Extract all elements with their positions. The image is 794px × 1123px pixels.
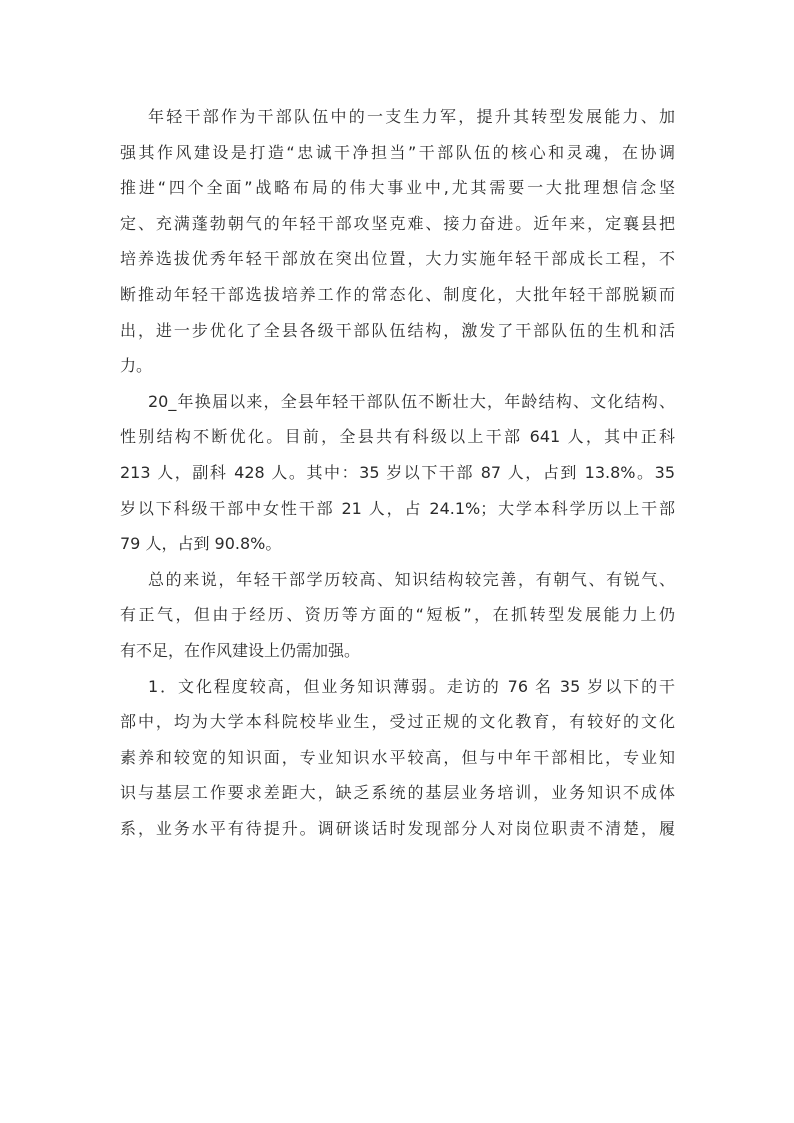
paragraph-point-1 bbox=[120, 669, 675, 847]
paragraph-summary bbox=[120, 562, 675, 669]
text-line: 20_年换届以来，全县年轻干部队伍不断壮大，年龄结构、文化结构、 bbox=[148, 391, 675, 411]
text-line: 岁以下科级干部中女性干部 21 人，占 24.1%；大学本科学历以上干部 bbox=[120, 498, 675, 518]
text-line: 断推动年轻干部选拔培养工作的常态化、制度化，大批年轻干部脱颖而 bbox=[120, 284, 675, 304]
text-line: 推进“四个全面”战略布局的伟大事业中,尤其需要一大批理想信念坚 bbox=[120, 178, 675, 198]
text-line: 识与基层工作要求差距大，缺乏系统的基层业务培训，业务知识不成体 bbox=[120, 783, 675, 803]
text-line: 总的来说，年轻干部学历较高、知识结构较完善，有朝气、有锐气、 bbox=[148, 569, 675, 589]
text-line: 有不足，在作风建设上仍需加强。 bbox=[120, 640, 361, 660]
text-line: 213 人，副科 428 人。其中：35 岁以下干部 87 人，占到 13.8%。35 bbox=[120, 462, 675, 482]
text-line: 系，业务水平有待提升。调研谈话时发现部分人对岗位职责不清楚，履 bbox=[120, 818, 675, 838]
paragraph-statistics bbox=[120, 384, 675, 562]
text-line: 部中，均为大学本科院校毕业生，受过正规的文化教育，有较好的文化 bbox=[120, 712, 675, 732]
text-line: 性别结构不断优化。目前，全县共有科级以上干部 641 人，其中正科 bbox=[120, 427, 675, 447]
document-body bbox=[120, 99, 675, 846]
text-line: 定、充满蓬勃朝气的年轻干部攻坚克难、接力奋进。近年来，定襄县把 bbox=[120, 213, 675, 233]
paragraph-intro bbox=[120, 99, 675, 384]
text-line: 有正气，但由于经历、资历等方面的“短板”，在抓转型发展能力上仍 bbox=[120, 605, 675, 625]
text-line: 1．文化程度较高，但业务知识薄弱。走访的 76 名 35 岁以下的干 bbox=[148, 676, 675, 696]
text-line: 强其作风建设是打造“忠诚干净担当”干部队伍的核心和灵魂，在协调 bbox=[120, 142, 675, 162]
text-line: 出，进一步优化了全县各级干部队伍结构，激发了干部队伍的生机和活 bbox=[120, 320, 675, 340]
text-line: 年轻干部作为干部队伍中的一支生力军，提升其转型发展能力、加 bbox=[148, 107, 675, 126]
text-line: 79 人，占到 90.8%。 bbox=[120, 534, 282, 554]
text-line: 培养选拔优秀年轻干部放在突出位置，大力实施年轻干部成长工程，不 bbox=[120, 249, 675, 269]
text-line: 素养和较宽的知识面，专业知识水平较高，但与中年干部相比，专业知 bbox=[120, 747, 675, 767]
text-line: 力。 bbox=[120, 356, 153, 376]
